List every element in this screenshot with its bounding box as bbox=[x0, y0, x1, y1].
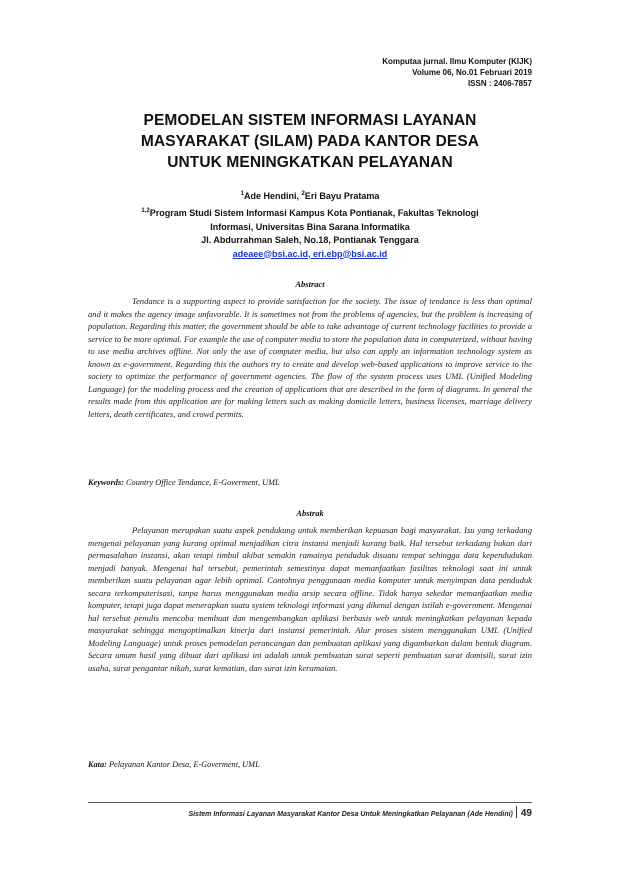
journal-issn: ISSN : 2406-7857 bbox=[467, 79, 532, 88]
title-line-1: PEMODELAN SISTEM INFORMASI LAYANAN bbox=[143, 112, 477, 129]
author-list bbox=[88, 188, 532, 203]
affiliation-line-1: Program Studi Sistem Informasi Kampus Kota Pontianak, Fakultas Teknologi bbox=[149, 208, 479, 218]
author-1-superscript: 1 bbox=[240, 191, 244, 197]
abstract-paragraph: Tendance is a supporting aspect to provide satisfaction for the society. The issue of tendance is less than optimal and it makes the agency image unfavorable. It is sometimes not from the problems of agencies, but the problem is increasing of population. Regarding this matter, the government should be able to take advantage of current technology facilities to provide a service to be more optimal. For example the use of computer media to store the population data in computerized, without having to use media archives offline. Not only the use of computer media, but also can apply an information technology system as known as e-government. Regarding this the authors try to create and develop web-based applications to improve service to the society to optimize the performance of government agencies. The flow of the system process uses UML (Unified Modeling Language) for the modeling process and the creation of applications that are described in the form of diagrams. In general the results made from this application are for making letters such as making domicile letters, business licenses, marriage delivery letters, death certificates, and crowd permits. bbox=[88, 296, 532, 419]
paper-title bbox=[88, 110, 532, 173]
title-line-2: MASYARAKAT (SILAM) PADA KANTOR DESA bbox=[140, 133, 480, 150]
kata-list: Pelayanan Kantor Desa, E-Goverment, UML bbox=[106, 760, 260, 769]
author-2-superscript: 2 bbox=[301, 191, 305, 197]
affiliation-line-3: Jl. Abdurrahman Saleh, No.18, Pontianak Tenggara bbox=[201, 235, 419, 245]
kata-label: Kata: bbox=[88, 760, 107, 769]
author-emails[interactable]: adeaee@bsi.ac.id, eri.ebp@bsi.ac.id bbox=[232, 248, 388, 259]
journal-name: Komputaa jurnal. Ilmu Komputer (KIJK) bbox=[382, 57, 532, 66]
keywords-list: Country Office Tendance, E-Goverment, UML bbox=[123, 478, 280, 487]
affiliation-line-2: Informasi, Universitas Bina Sarana Informatika bbox=[210, 221, 410, 232]
keywords-label: Keywords: bbox=[88, 478, 124, 487]
journal-header bbox=[382, 56, 532, 89]
journal-volume: Volume 06, No.01 Februari 2019 bbox=[412, 68, 532, 77]
abstrak-body bbox=[88, 524, 532, 674]
title-line-3: UNTUK MENINGKATKAN PELAYANAN bbox=[167, 154, 453, 171]
footer-running-title: Sistem Informasi Layanan Masyarakat Kantor Desa Untuk Meningkatkan Pelayanan (Ade Hendini) bbox=[188, 811, 513, 818]
author-2: Eri Bayu Pratama bbox=[304, 191, 380, 201]
page-footer bbox=[88, 806, 532, 821]
affiliation bbox=[88, 205, 532, 261]
affiliation-superscript: 1,2 bbox=[141, 208, 150, 214]
footer-separator bbox=[516, 806, 517, 818]
abstract-heading: Abstract bbox=[295, 279, 325, 289]
abstract-keywords bbox=[88, 478, 532, 487]
abstrak-heading: Abstrak bbox=[296, 508, 324, 518]
page-number: 49 bbox=[520, 808, 532, 819]
abstrak-paragraph: Pelayanan merupakan suatu aspek pendukung untuk memberikan kepuasan bagi masyarakat. Isu yang terkadang mengenai pelayanan yang kurang optimal menjadikan citra instansi menjadi kurang baik. Hal tersebut terkadang bukan dari permasalahan instansi, akan tetapi timbul akibat semakin ramainya penduduk disuatu tempat sehingga data kependudukan menjadi banyak. Mengenai hal tersebut, pemerintah semestinya dapat memanfaatkan fasilitas teknologi saat ini untuk memberikan suatu pelayanan agar lebih optimal. Contohnya penggunaan media komputer untuk menyimpan data penduduk secara terkomputerisasi, tanpa harus menggunakan media arsip secara offline. Tidak hanya sekedar memanfaatkan media komputer, tetapi juga dapat menerapkan suatu system teknologi informasi yang dikenal dengan istilah e-government. Mengenai hal tersebut penulis mencoba membuat dan mengembangkan aplikasi berbasis web untuk meningkatkan pelayanan kepada masyarakat sehingga mengoptimalkan kinerja dari instansi pemerintah. Alur proses sistem menggunakan UML (Unified Modeling Language) untuk proses pemodelan perancangan dan pembuatan aplikasi yang digambarkan dalam bentuk diagram. Secara umum hasil yang dibuat dari aplikasi ini adalah untuk pembuatan surat seperti pembuatan surat domisili, surat izin usaha, surat pengantar nikah, surat kematian, dan surat izin keramaian. bbox=[88, 525, 532, 673]
abstract-body bbox=[88, 295, 532, 420]
footer-divider bbox=[88, 802, 532, 803]
abstrak-keywords bbox=[88, 760, 532, 769]
author-1: Ade Hendini, bbox=[243, 191, 302, 201]
